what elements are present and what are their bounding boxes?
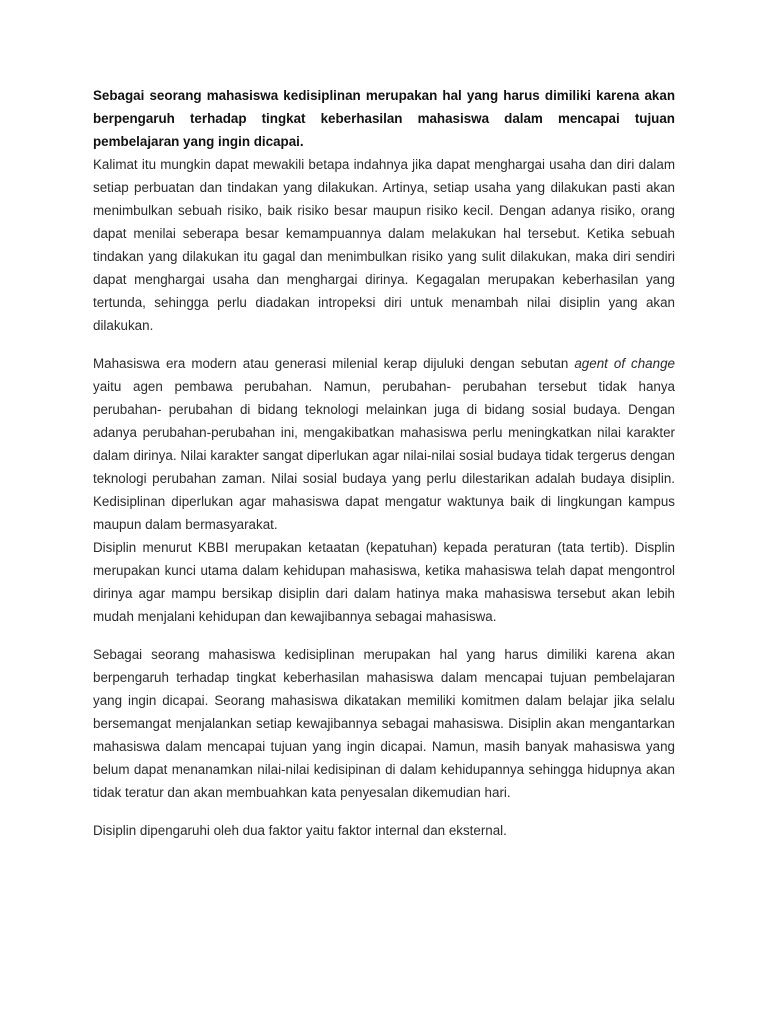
paragraph-faktor: Disiplin dipengaruhi oleh dua faktor yaitu faktor internal dan eksternal. [93,823,507,838]
paragraph-mahasiswa-era-modern [93,352,675,536]
paragraph-kalimat: Kalimat itu mungkin dapat mewakili betapa indahnya jika dapat menghargai usaha dan diri dalam setiap perbuatan dan tindakan yang dilakukan. Artinya, setiap usaha yang dilakukan pasti akan menimbulkan sebuah risiko, baik risiko besar maupun risiko kecil. Dengan adanya risiko, orang dapat menilai seberapa besar kemampuannya dalam melakukan hal tersebut. Ketika sebuah tindakan yang dilakukan itu gagal dan menimbulkan risiko yang sulit dilakukan, maka diri sendiri dapat menghargai usaha dan menghargai dirinya. Kegagalan merupakan keberhasilan yang tertunda, sehingga perlu diadakan intropeksi diri untuk menambah nilai disiplin yang akan dilakukan. [93,157,675,333]
paragraph-text-after-italic: yaitu agen pembawa perubahan. Namun, perubahan- perubahan tersebut tidak hanya perubahan- perubahan di bidang teknologi melainkan juga di bidang sosial budaya. Dengan adanya perubahan-perubahan ini, mengakibatkan mahasiswa perlu meningkatkan nilai karakter dalam dirinya. Nilai karakter sangat diperlukan agar nilai-nilai sosial budaya tidak tergerus dengan teknologi perubahan zaman. Nilai sosial budaya yang perlu dilestarikan adalah budaya disiplin. Kedisiplinan diperlukan agar mahasiswa dapat mengatur waktunya baik di lingkungan kampus maupun dalam bermasyarakat. [93,379,675,532]
paragraph-text-before-italic: Mahasiswa era modern atau generasi milenial kerap dijuluki dengan sebutan [93,356,575,371]
paragraph-sebagai-seorang: Sebagai seorang mahasiswa kedisiplinan merupakan hal yang harus dimiliki karena akan berpengaruh terhadap tingkat keberhasilan mahasiswa dalam mencapai tujuan pembelajaran yang ingin dicapai. Seorang mahasiswa dikatakan memiliki komitmen dalam belajar jika selalu bersemangat menjalankan setiap kewajibannya sebagai mahasiswa. Disiplin akan mengantarkan mahasiswa dalam mencapai tujuan yang ingin dicapai. Namun, masih banyak mahasiswa yang belum dapat menanamkan nilai-nilai kedisipinan di dalam kehidupannya sehingga hidupnya akan tidak teratur dan akan membuahkan kata penyesalan dikemudian hari. [93,647,675,800]
intro-bold-paragraph: Sebagai seorang mahasiswa kedisiplinan merupakan hal yang harus dimiliki karena akan berpengaruh terhadap tingkat keberhasilan mahasiswa dalam mencapai tujuan pembelajaran yang ingin dicapai. [93,88,675,149]
agent-of-change-italic: agent of change [574,356,675,371]
paragraph-disiplin-kbbi: Disiplin menurut KBBI merupakan ketaatan (kepatuhan) kepada peraturan (tata tertib). Displin merupakan kunci utama dalam kehidupan mahasiswa, ketika mahasiswa telah dapat mengontrol dirinya agar mampu bersikap disiplin dari dalam hatinya maka mahasiswa tersebut akan lebih mudah menjalani kehidupan dan kewajibannya sebagai mahasiswa. [93,540,675,624]
document-body [93,84,675,842]
